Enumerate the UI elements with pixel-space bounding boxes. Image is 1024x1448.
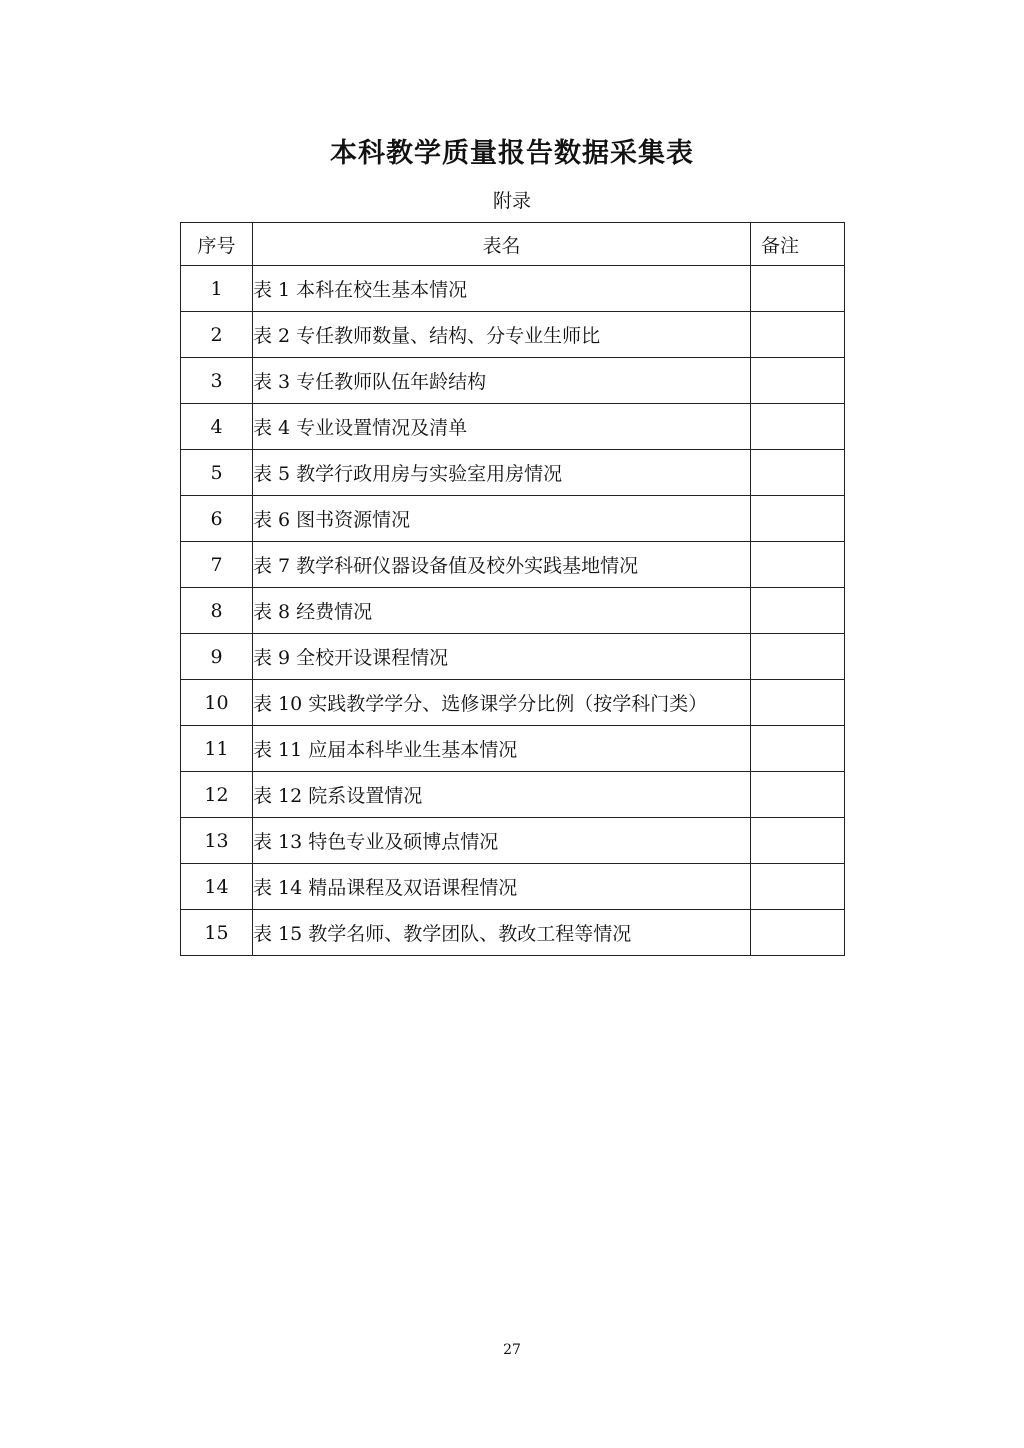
row-note <box>751 404 845 450</box>
row-no: 13 <box>181 818 253 864</box>
table-row <box>181 772 845 818</box>
row-no: 4 <box>181 404 253 450</box>
row-name: 表 14 精品课程及双语课程情况 <box>253 864 751 910</box>
row-no: 8 <box>181 588 253 634</box>
table-header-row <box>181 223 845 266</box>
table-row <box>181 404 845 450</box>
table-row <box>181 496 845 542</box>
row-note <box>751 680 845 726</box>
row-note <box>751 588 845 634</box>
row-note <box>751 312 845 358</box>
row-note <box>751 818 845 864</box>
row-note <box>751 910 845 956</box>
row-note <box>751 864 845 910</box>
row-name: 表 4 专业设置情况及清单 <box>253 404 751 450</box>
appendix-table <box>180 222 845 956</box>
row-note <box>751 634 845 680</box>
row-name: 表 3 专任教师队伍年龄结构 <box>253 358 751 404</box>
row-note <box>751 358 845 404</box>
page-subtitle: 附录 <box>492 190 531 212</box>
row-no: 12 <box>181 772 253 818</box>
row-name: 表 7 教学科研仪器设备值及校外实践基地情况 <box>253 542 751 588</box>
row-no: 7 <box>181 542 253 588</box>
header-note: 备注 <box>751 223 845 266</box>
row-name: 表 10 实践教学学分、选修课学分比例（按学科门类） <box>253 680 751 726</box>
row-no: 2 <box>181 312 253 358</box>
row-name: 表 13 特色专业及硕博点情况 <box>253 818 751 864</box>
row-no: 9 <box>181 634 253 680</box>
table-row <box>181 450 845 496</box>
row-note <box>751 542 845 588</box>
row-no: 6 <box>181 496 253 542</box>
row-no: 15 <box>181 910 253 956</box>
row-no: 11 <box>181 726 253 772</box>
table-row <box>181 266 845 312</box>
row-note <box>751 496 845 542</box>
row-name: 表 1 本科在校生基本情况 <box>253 266 751 312</box>
row-name: 表 15 教学名师、教学团队、教改工程等情况 <box>253 910 751 956</box>
row-name: 表 12 院系设置情况 <box>253 772 751 818</box>
page-number: 27 <box>503 1342 521 1358</box>
table-row <box>181 542 845 588</box>
row-note <box>751 726 845 772</box>
row-name: 表 11 应届本科毕业生基本情况 <box>253 726 751 772</box>
table-row <box>181 726 845 772</box>
table-row <box>181 588 845 634</box>
row-no: 14 <box>181 864 253 910</box>
row-note <box>751 266 845 312</box>
table-row <box>181 358 845 404</box>
row-no: 3 <box>181 358 253 404</box>
row-note <box>751 450 845 496</box>
table-row <box>181 910 845 956</box>
row-note <box>751 772 845 818</box>
row-no: 1 <box>181 266 253 312</box>
table-row <box>181 634 845 680</box>
row-no: 5 <box>181 450 253 496</box>
table-row <box>181 864 845 910</box>
row-name: 表 8 经费情况 <box>253 588 751 634</box>
header-name: 表名 <box>253 223 751 266</box>
row-name: 表 5 教学行政用房与实验室用房情况 <box>253 450 751 496</box>
header-no: 序号 <box>181 223 253 266</box>
row-name: 表 6 图书资源情况 <box>253 496 751 542</box>
row-name: 表 2 专任教师数量、结构、分专业生师比 <box>253 312 751 358</box>
table-row <box>181 680 845 726</box>
row-no: 10 <box>181 680 253 726</box>
table-row <box>181 818 845 864</box>
page-title: 本科教学质量报告数据采集表 <box>330 138 694 169</box>
table-row <box>181 312 845 358</box>
row-name: 表 9 全校开设课程情况 <box>253 634 751 680</box>
